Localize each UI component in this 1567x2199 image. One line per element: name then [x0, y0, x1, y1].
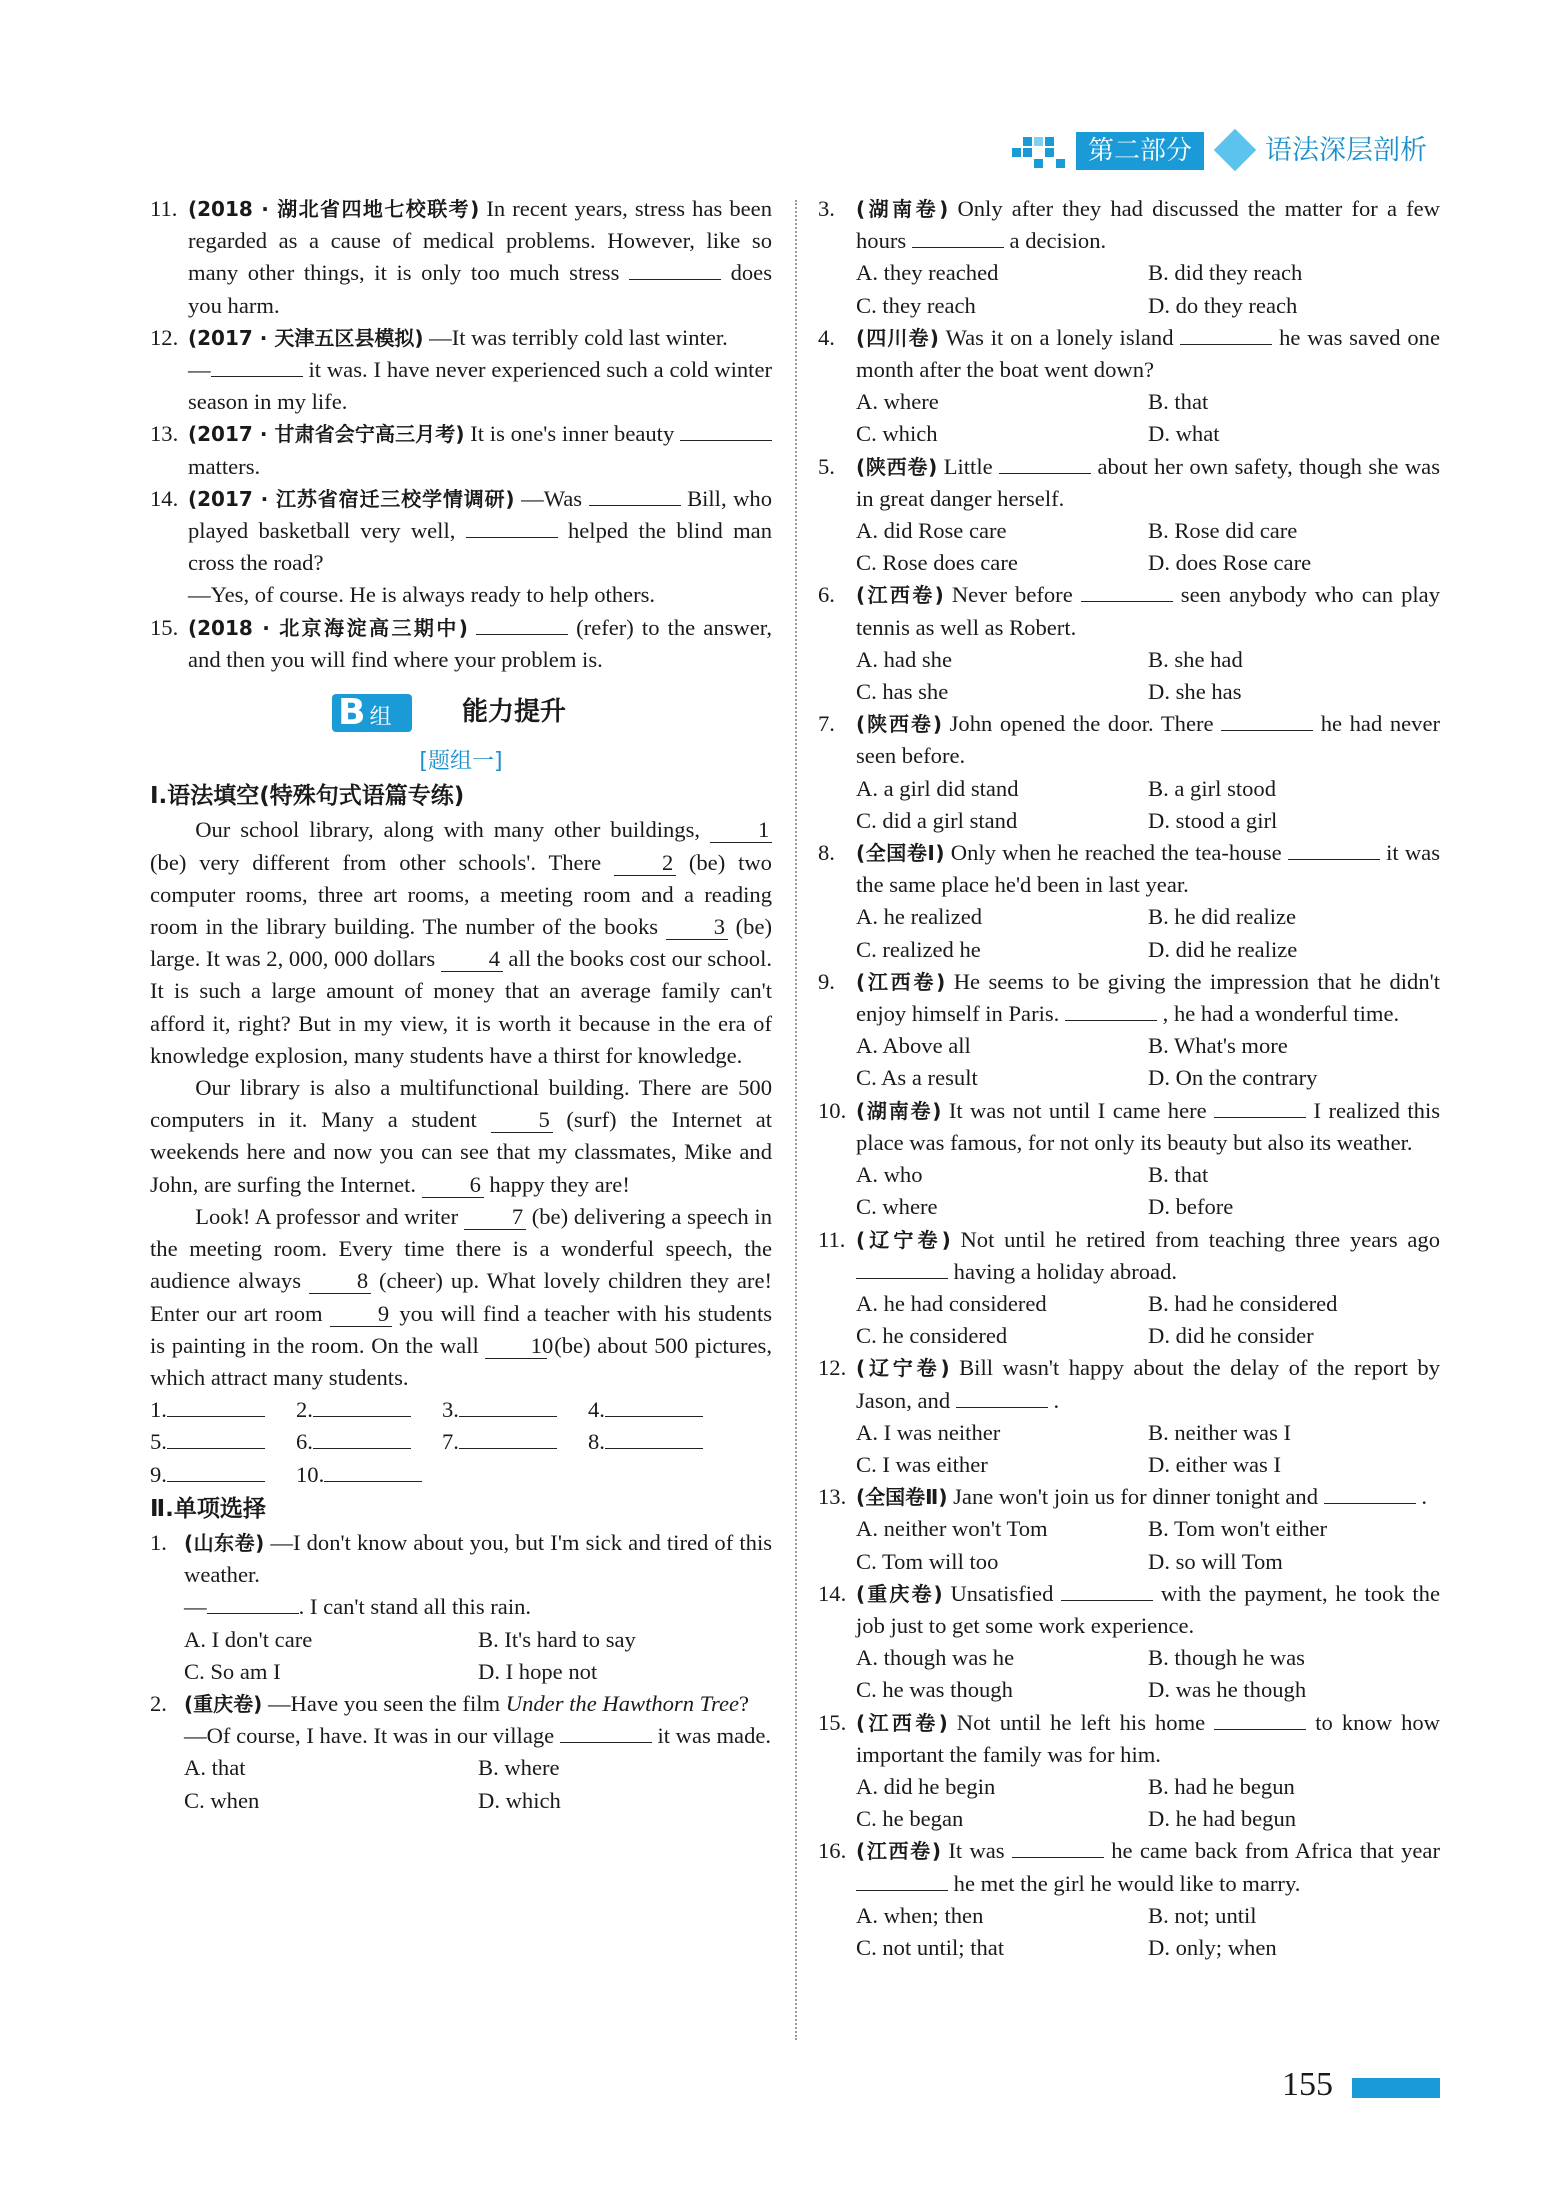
question-r6: 6. (江西卷) Never before seen anybody who can play tennis as well as Robert.	[818, 579, 1440, 643]
answer-blank[interactable]	[560, 1720, 652, 1743]
passage-paragraph-3: Look! A professor and writer 7 (be) delivering a speech in the meeting room. Every time there is a wonderful speech, the audience always 8 (cheer) up. What lovely children they are! Enter our art room 9 you will find a teacher with his students is painting in the room. On the wall 10 (be) about 500 pictures, which attract many students.	[150, 1203, 773, 1390]
options-r5	[818, 515, 1440, 579]
passage-blank[interactable]: 8	[309, 1271, 371, 1294]
answer-blank[interactable]	[1065, 998, 1157, 1021]
option-c[interactable]: C. has she	[856, 679, 949, 705]
options-r14	[818, 1642, 1440, 1706]
option-a[interactable]: A. a girl did stand	[856, 775, 1019, 801]
answer-blank[interactable]	[680, 418, 772, 441]
option-d[interactable]: D. was he though	[1148, 1677, 1307, 1703]
answer-blank[interactable]	[1180, 322, 1272, 345]
group-heading	[150, 686, 772, 742]
answer-blank[interactable]	[207, 1591, 299, 1614]
answer-blank[interactable]	[167, 1459, 265, 1482]
header-part-label: 第二部分	[1076, 132, 1204, 170]
page-header	[1000, 126, 1460, 176]
passage-blank[interactable]: 3	[666, 917, 728, 940]
option-a[interactable]: A. had she	[856, 646, 953, 672]
question-r15: 15. (江西卷) Not until he left his home to know how important the family was for him.	[818, 1707, 1440, 1771]
passage-paragraph-2: Our library is also a multifunctional building. There are 500 computers in it. Many a student 5 (surf) the Internet at weekends here and now you can see that my classmates, Mike and John, are surfing the Internet. 6 happy they are!	[150, 1075, 772, 1197]
option-a[interactable]: A. I was neither	[856, 1419, 1001, 1445]
header-decoration-icon	[1012, 134, 1074, 170]
passage-blank[interactable]: 10	[485, 1336, 547, 1359]
option-c[interactable]: C. where	[856, 1194, 938, 1220]
options-r10	[818, 1159, 1440, 1223]
options-r12	[818, 1417, 1440, 1481]
option-c[interactable]: C. So am I	[184, 1658, 281, 1684]
option-b[interactable]: B. that	[1148, 389, 1209, 415]
option-c[interactable]: C. Rose does care	[856, 550, 1018, 576]
option-c[interactable]: C. they reach	[856, 292, 976, 318]
question-11: 11. (2018 · 湖北省四地七校联考) In recent years, stress has been regarded as a cause of medical problems. However, like so many other things, it is only too much stress does you harm.	[150, 196, 773, 318]
option-d[interactable]: D. which	[478, 1787, 561, 1813]
option-a[interactable]: A. where	[856, 389, 939, 415]
option-a[interactable]: A. when; then	[856, 1902, 984, 1928]
option-d[interactable]: D. did he realize	[1148, 936, 1298, 962]
option-c[interactable]: C. As a result	[856, 1065, 978, 1091]
section-title-cloze: Ⅰ.语法填空(特殊句式语篇专练)	[150, 783, 465, 810]
answer-blank[interactable]	[211, 354, 303, 377]
answer-blank[interactable]	[1324, 1481, 1416, 1504]
options-r8	[818, 901, 1440, 965]
answer-blank[interactable]	[1081, 579, 1173, 602]
header-diamond-icon	[1214, 129, 1256, 171]
options-r13	[818, 1513, 1440, 1577]
answer-blank[interactable]	[1221, 708, 1313, 731]
fill-slot: 8.	[588, 1426, 734, 1458]
question-14: 14. (2017 · 江苏省宿迁三校学情调研) —Was Bill, who played basketball very well, helped the blind man cross the road? —Yes, of course. He is always ready to help others.	[150, 483, 772, 612]
answer-blank[interactable]	[912, 225, 1004, 248]
fill-slot: 1.	[150, 1394, 296, 1426]
option-d[interactable]: D. either was I	[1148, 1451, 1282, 1477]
option-b[interactable]: B. did they reach	[1148, 260, 1303, 286]
option-b[interactable]: B. though he was	[1148, 1645, 1305, 1671]
options-r16	[818, 1900, 1440, 1964]
passage-blank[interactable]: 9	[330, 1304, 392, 1327]
option-d[interactable]: D. stood a girl	[1148, 807, 1278, 833]
column-divider	[795, 200, 797, 2040]
option-d[interactable]: D. she has	[1148, 679, 1242, 705]
option-b[interactable]: B. she had	[1148, 646, 1243, 672]
fill-slot: 9.	[150, 1459, 296, 1491]
option-b[interactable]: B. not; until	[1148, 1902, 1257, 1928]
question-13: 13. (2017 · 甘肃省会宁高三月考) It is one's inner beauty matters.	[150, 418, 772, 482]
question-r10: 10. (湖南卷) It was not until I came here I realized this place was famous, for not only its beauty but also its weather.	[818, 1095, 1440, 1159]
option-c[interactable]: C. he began	[856, 1806, 964, 1832]
answer-blank[interactable]	[1214, 1095, 1306, 1118]
option-a[interactable]: A. neither won't Tom	[856, 1516, 1048, 1542]
question-r14: 14. (重庆卷) Unsatisfied with the payment, he took the job just to get some work experience.	[818, 1578, 1440, 1642]
group-badge: B组	[332, 694, 412, 732]
question-s2: 2. (重庆卷) —Have you seen the film Under the Hawthorn Tree? —Of course, I have. It was in our village it was made.	[150, 1690, 772, 1749]
option-c[interactable]: C. which	[856, 421, 938, 447]
option-b[interactable]: B. had he begun	[1148, 1773, 1295, 1799]
passage-blank[interactable]: 2	[614, 853, 676, 876]
answer-blank[interactable]	[856, 1256, 948, 1279]
answer-blank[interactable]	[476, 612, 568, 635]
option-c[interactable]: C. Tom will too	[856, 1548, 999, 1574]
passage-blank[interactable]: 1	[710, 820, 772, 843]
option-a[interactable]: A. though was he	[856, 1645, 1015, 1671]
fill-slot: 7.	[442, 1426, 588, 1458]
option-d[interactable]: D. what	[1148, 421, 1220, 447]
option-d[interactable]: D. do they reach	[1148, 292, 1298, 318]
answer-blank[interactable]	[313, 1394, 411, 1417]
question-12: 12. (2017 · 天津五区县模拟) —It was terribly cold last winter. — it was. I have never experienced such a cold winter season in my life.	[150, 324, 772, 415]
answer-blank[interactable]	[1012, 1835, 1104, 1858]
question-r16: 16. (江西卷) It was he came back from Africa that year he met the girl he would like to marry.	[818, 1835, 1440, 1899]
right-column	[818, 193, 1440, 1964]
option-b[interactable]: B. a girl stood	[1148, 775, 1277, 801]
option-a[interactable]: A. he had considered	[856, 1290, 1047, 1316]
answer-blank[interactable]	[956, 1385, 1048, 1408]
option-a[interactable]: A. they reached	[856, 260, 999, 286]
answer-blank[interactable]	[167, 1394, 265, 1417]
fill-slot: 6.	[296, 1426, 442, 1458]
left-column	[150, 193, 772, 1817]
option-b[interactable]: B. What's more	[1148, 1033, 1288, 1059]
passage-paragraph-1: Our school library, along with many other buildings, 1 (be) very different from other schools'. There 2 (be) two computer rooms, three art rooms, a meeting room and a reading room in the library building. The number of the books 3 (be) large. It was 2, 000, 000 dollars 4 all the books cost our school. It is such a large amount of money that an average family can't afford it, right? But in my view, it is worth it because in the era of knowledge explosion, many students have a thirst for knowledge.	[150, 817, 772, 1068]
question-r3: 3. (湖南卷) Only after they had discussed the matter for a few hours a decision.	[818, 196, 1440, 254]
option-b[interactable]: B. he did realize	[1148, 904, 1297, 930]
option-d[interactable]: D. did he consider	[1148, 1323, 1314, 1349]
question-r7: 7. (陕西卷) John opened the door. There he had never seen before.	[818, 708, 1440, 772]
answer-fill-grid	[150, 1394, 772, 1491]
options-r7	[818, 773, 1440, 837]
question-r13: 13. (全国卷Ⅱ) Jane won't join us for dinner tonight and .	[818, 1481, 1440, 1513]
option-b[interactable]: B. had he considered	[1148, 1290, 1338, 1316]
answer-blank[interactable]	[167, 1426, 265, 1449]
option-b[interactable]: B. It's hard to say	[478, 1626, 636, 1652]
option-d[interactable]: D. so will Tom	[1148, 1548, 1283, 1574]
option-d[interactable]: D. On the contrary	[1148, 1065, 1318, 1091]
option-d[interactable]: D. he had begun	[1148, 1806, 1297, 1832]
option-c[interactable]: C. not until; that	[856, 1934, 1005, 1960]
answer-blank[interactable]	[1061, 1578, 1153, 1601]
answer-blank[interactable]	[1214, 1707, 1306, 1730]
answer-blank[interactable]	[313, 1426, 411, 1449]
fill-slot: 10.	[296, 1459, 442, 1491]
options-r3	[818, 257, 1440, 321]
option-b[interactable]: B. that	[1148, 1162, 1209, 1188]
fill-slot: 2.	[296, 1394, 442, 1426]
option-d[interactable]: D. does Rose care	[1148, 550, 1312, 576]
page-number-bar	[1352, 2078, 1440, 2098]
answer-blank[interactable]	[466, 515, 558, 538]
answer-blank[interactable]	[324, 1459, 422, 1482]
question-r11: 11. (辽宁卷) Not until he retired from teaching three years ago having a holiday abroad.	[818, 1226, 1441, 1284]
answer-blank[interactable]	[605, 1394, 703, 1417]
option-d[interactable]: D. I hope not	[478, 1658, 598, 1684]
option-b[interactable]: B. Tom won't either	[1148, 1516, 1328, 1542]
question-s1: 1. (山东卷) —I don't know about you, but I'm sick and tired of this weather. — . I can't stand all this rain.	[150, 1529, 773, 1620]
answer-blank[interactable]	[605, 1426, 703, 1449]
answer-blank[interactable]	[856, 1868, 948, 1891]
option-b[interactable]: B. Rose did care	[1148, 518, 1298, 544]
question-r5: 5. (陕西卷) Little about her own safety, though she was in great danger herself.	[818, 451, 1440, 515]
option-c[interactable]: C. realized he	[856, 936, 981, 962]
options-s2	[150, 1752, 772, 1816]
option-c[interactable]: C. he was though	[856, 1677, 1013, 1703]
option-a[interactable]: A. that	[184, 1755, 246, 1781]
answer-blank[interactable]	[1288, 837, 1380, 860]
fill-slot: 3.	[442, 1394, 588, 1426]
answer-blank[interactable]	[589, 483, 681, 506]
option-b[interactable]: B. where	[478, 1755, 560, 1781]
option-c[interactable]: C. I was either	[856, 1451, 988, 1477]
question-r4: 4. (四川卷) Was it on a lonely island he was saved one month after the boat went down?	[818, 322, 1440, 386]
passage-blank[interactable]: 7	[464, 1207, 526, 1230]
option-b[interactable]: B. neither was I	[1148, 1419, 1292, 1445]
answer-blank[interactable]	[459, 1394, 557, 1417]
question-r9: 9. (江西卷) He seems to be giving the impression that he didn't enjoy himself in Paris. , he had a wonderful time.	[818, 968, 1440, 1027]
option-c[interactable]: C. when	[184, 1787, 260, 1813]
options-r15	[818, 1771, 1440, 1835]
passage-blank[interactable]: 5	[491, 1110, 553, 1133]
options-r6	[818, 644, 1440, 708]
question-r12: 12. (辽宁卷) Bill wasn't happy about the delay of the report by Jason, and .	[818, 1355, 1440, 1413]
options-r11	[818, 1288, 1440, 1352]
header-section-title: 语法深层剖析	[1265, 135, 1427, 166]
option-a[interactable]: A. I don't care	[184, 1626, 313, 1652]
group-name: 能力提升	[462, 697, 567, 728]
passage-blank[interactable]: 6	[422, 1175, 484, 1198]
option-c[interactable]: C. he considered	[856, 1323, 1008, 1349]
options-r4	[818, 386, 1440, 450]
fill-slot: 4.	[588, 1394, 734, 1426]
answer-blank[interactable]	[629, 257, 721, 280]
option-a[interactable]: A. did he begin	[856, 1773, 996, 1799]
option-c[interactable]: C. did a girl stand	[856, 807, 1018, 833]
option-d[interactable]: D. before	[1148, 1194, 1234, 1220]
answer-blank[interactable]	[999, 451, 1091, 474]
question-15: 15. (2018 · 北京海淀高三期中) (refer) to the answer, and then you will find where your problem is.	[150, 612, 772, 676]
option-a[interactable]: A. he realized	[856, 904, 983, 930]
option-d[interactable]: D. only; when	[1148, 1934, 1277, 1960]
section-title-choice: Ⅱ.单项选择	[150, 1495, 266, 1522]
page-number: 155	[1282, 2066, 1333, 2103]
subgroup-label: [题组一]	[419, 749, 503, 775]
option-a[interactable]: A. who	[856, 1162, 923, 1188]
option-a[interactable]: A. did Rose care	[856, 518, 1007, 544]
options-s1	[150, 1624, 772, 1688]
answer-blank[interactable]	[459, 1426, 557, 1449]
passage-blank[interactable]: 4	[441, 949, 503, 972]
option-a[interactable]: A. Above all	[856, 1033, 971, 1059]
fill-slot: 5.	[150, 1426, 296, 1458]
options-r9	[818, 1030, 1440, 1094]
question-r8: 8. (全国卷Ⅰ) Only when he reached the tea-house it was the same place he'd been in last year.	[818, 837, 1440, 901]
